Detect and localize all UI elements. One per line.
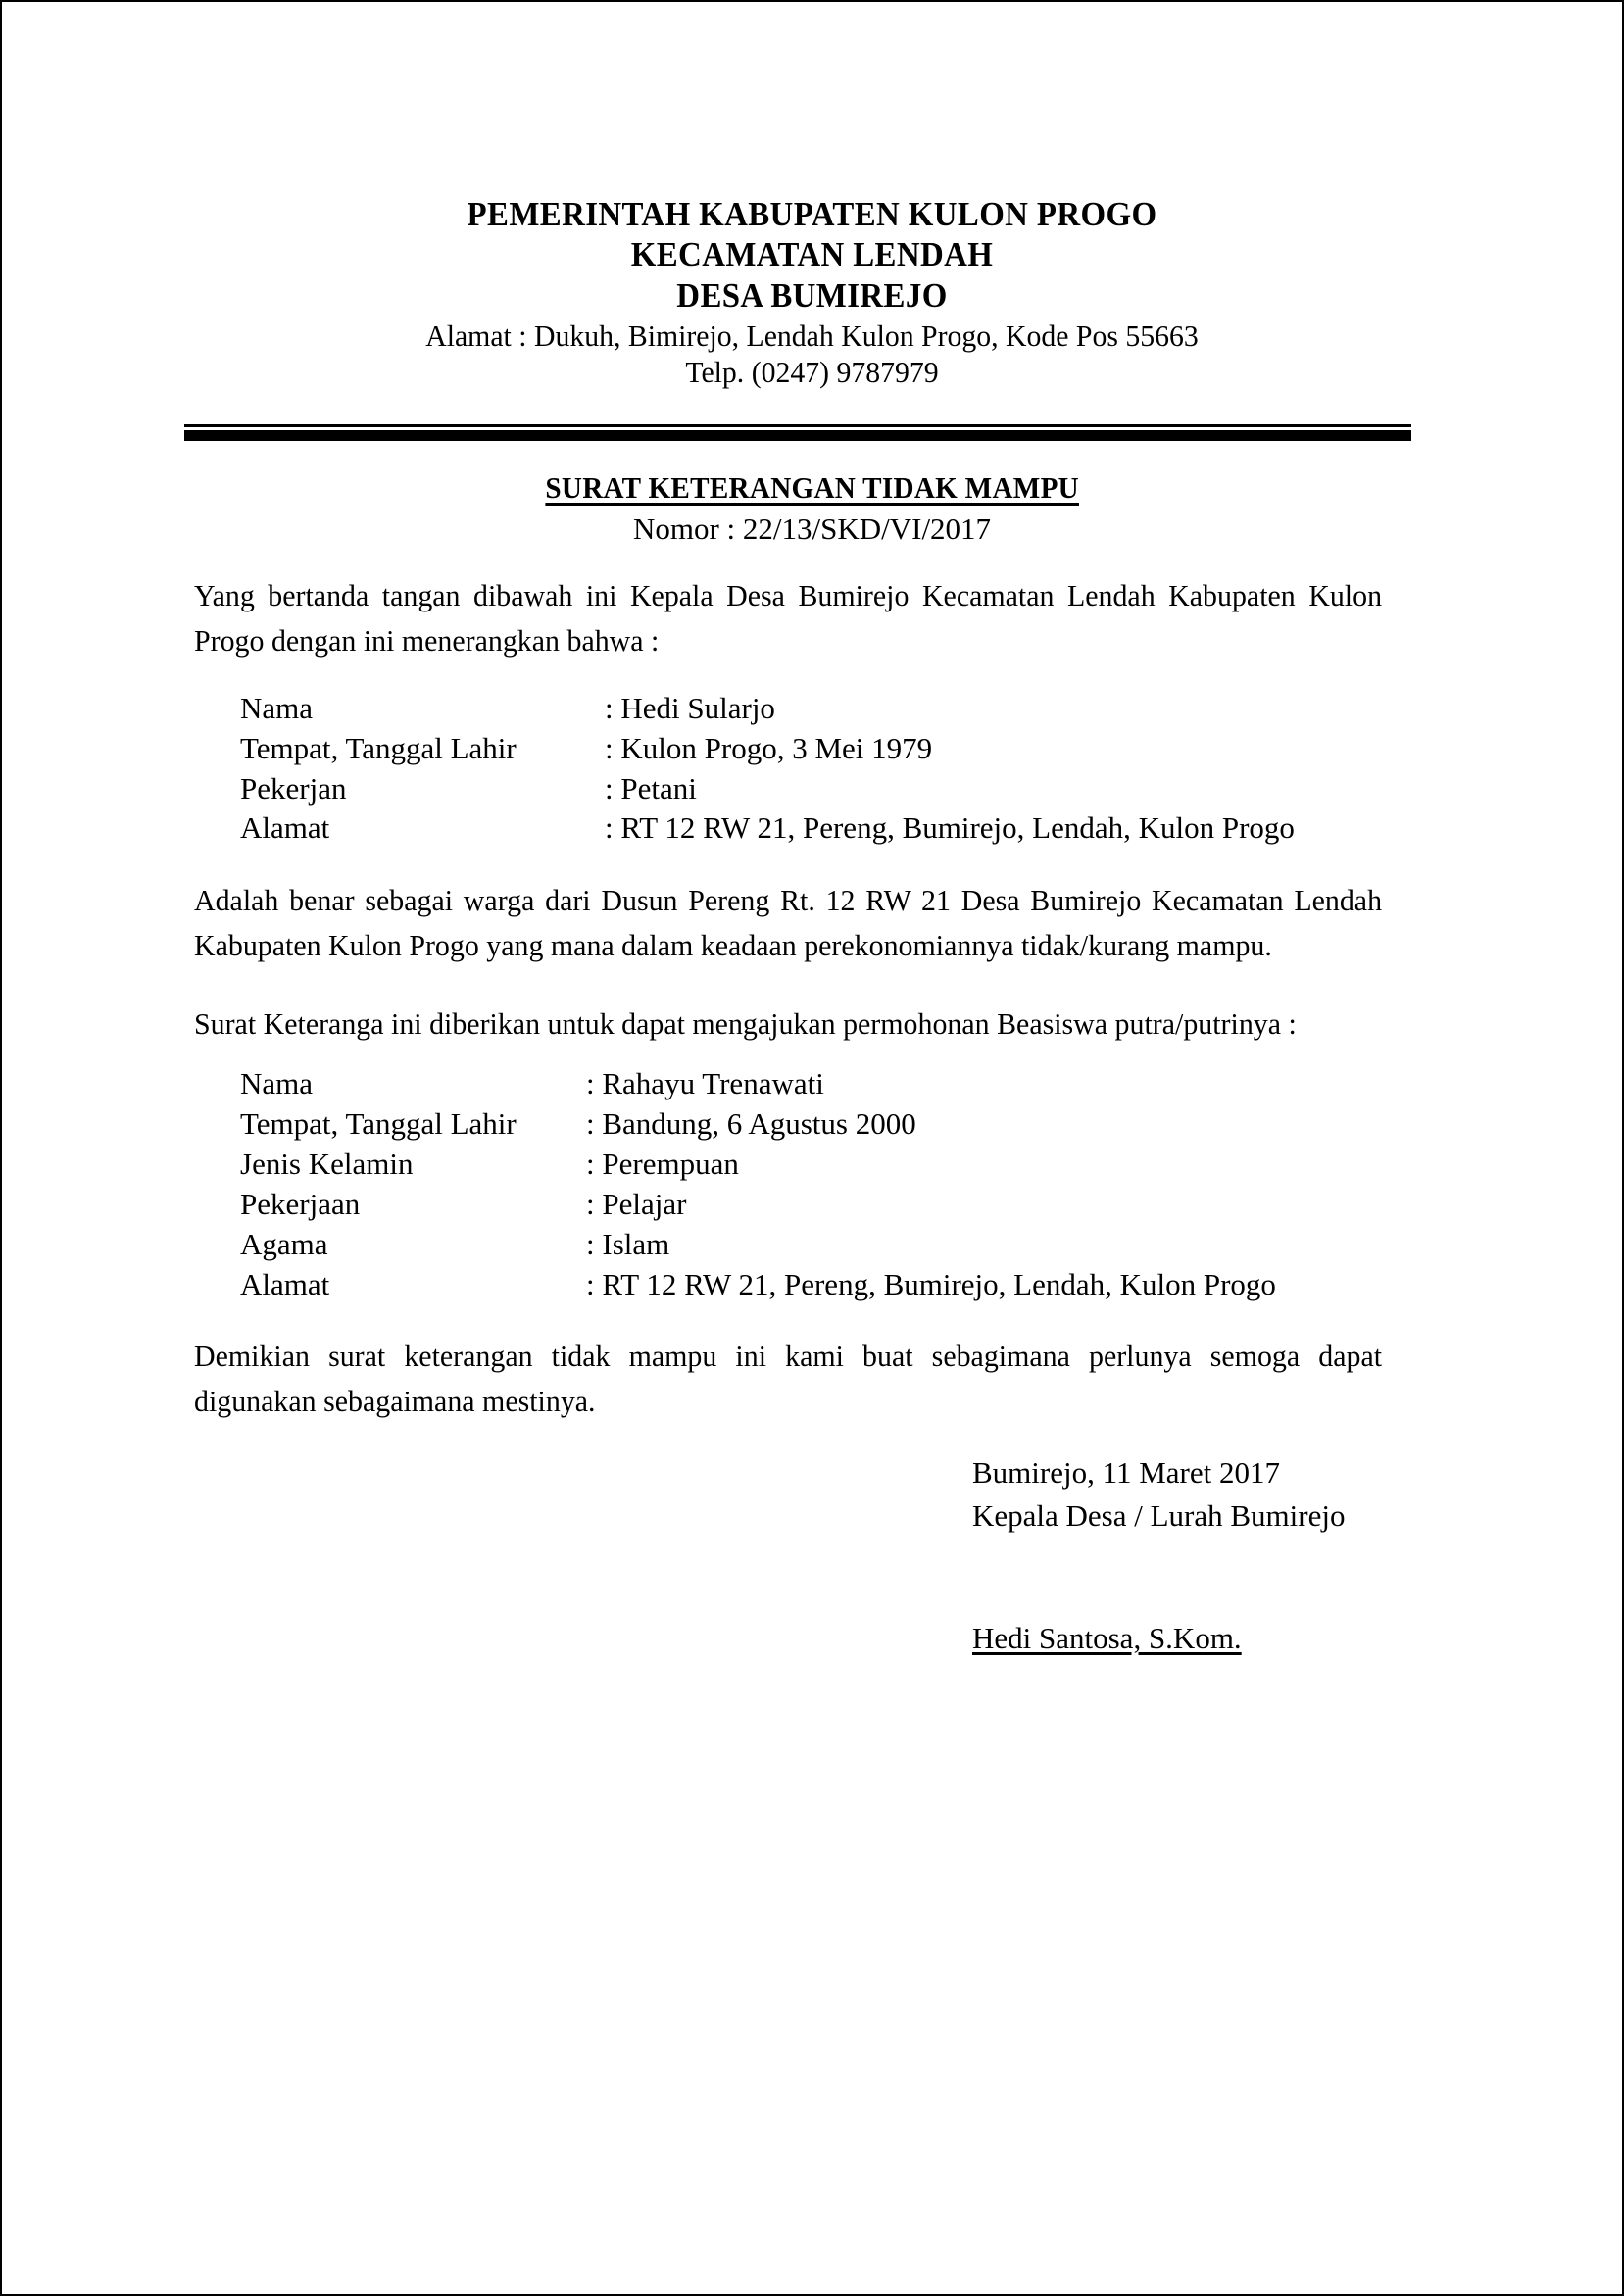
detail-value	[586, 1225, 1425, 1265]
spacer	[194, 663, 1425, 689]
detail-value-text: Rahayu Trenawati	[602, 1066, 824, 1100]
detail-separator: :	[605, 770, 621, 806]
divider-thick-line	[184, 430, 1411, 441]
detail-label: Pekerjan	[240, 770, 347, 806]
detail-separator: :	[605, 690, 621, 725]
detail-value	[605, 808, 1425, 849]
detail-value-text: Kulon Progo, 3 Mei 1979	[620, 730, 933, 765]
detail-value-text: Pelajar	[602, 1186, 687, 1221]
parent-details-table	[194, 689, 1425, 850]
detail-value	[586, 1145, 1425, 1185]
table-row	[194, 1185, 1425, 1225]
signature-position: Kepala Desa / Lurah Bumirejo	[972, 1498, 1346, 1534]
detail-label: Nama	[240, 1066, 314, 1100]
detail-label: Jenis Kelamin	[240, 1146, 414, 1181]
detail-label: Alamat	[240, 1266, 330, 1301]
detail-label: Pekerjaan	[240, 1186, 361, 1221]
detail-value	[586, 1104, 1425, 1145]
document-number: Nomor : 22/13/SKD/VI/2017	[632, 512, 992, 546]
detail-value	[605, 689, 1425, 729]
detail-value-text: RT 12 RW 21, Pereng, Bumirejo, Lendah, Kulon Progo	[620, 810, 1295, 846]
table-row	[194, 1064, 1425, 1104]
table-row	[194, 808, 1425, 849]
spacer	[194, 1047, 1425, 1064]
student-details-table	[194, 1064, 1425, 1304]
detail-value	[605, 769, 1425, 809]
letterhead-org-line-2: KECAMATAN LENDAH	[630, 235, 994, 274]
detail-separator: :	[586, 1066, 603, 1100]
detail-separator: :	[605, 730, 621, 765]
detail-label: Alamat	[240, 810, 330, 846]
spacer	[194, 1304, 1425, 1334]
letterhead-org-line-1: PEMERINTAH KABUPATEN KULON PROGO	[467, 195, 1157, 233]
table-row	[194, 1145, 1425, 1185]
table-row	[194, 1265, 1425, 1305]
letterhead-phone: Telp. (0247) 9787979	[685, 355, 939, 390]
detail-value-text: Islam	[602, 1226, 670, 1261]
detail-label: Nama	[240, 690, 314, 725]
signature-block	[972, 1451, 1521, 1656]
intro-paragraph: Yang bertanda tangan dibawah ini Kepala Desa Bumirejo Kecamatan Lendah Kabupaten Kulon Progo dengan ini menerangkan bahwa :	[194, 578, 1383, 658]
detail-separator: :	[586, 1266, 603, 1301]
letterhead	[2, 2, 1622, 391]
table-row	[194, 1104, 1425, 1145]
detail-separator: :	[586, 1186, 603, 1221]
detail-label: Agama	[240, 1226, 328, 1261]
signature-place-date: Bumirejo, 11 Maret 2017	[972, 1455, 1280, 1490]
table-row	[194, 689, 1425, 729]
table-row	[194, 769, 1425, 809]
detail-value	[586, 1265, 1425, 1305]
detail-label: Tempat, Tanggal Lahir	[240, 730, 517, 765]
table-row	[194, 1225, 1425, 1265]
table-row	[194, 729, 1425, 769]
signature-name-wrap	[972, 1621, 1521, 1656]
document-body	[194, 573, 1425, 1424]
letterhead-address: Alamat : Dukuh, Bimirejo, Lendah Kulon Progo, Kode Pos 55663	[425, 318, 1199, 353]
document-title: SURAT KETERANGAN TIDAK MAMPU	[545, 470, 1079, 505]
detail-separator: :	[586, 1105, 603, 1141]
signature-name: Hedi Santosa, S.Kom.	[972, 1621, 1242, 1656]
header-divider-rule	[184, 424, 1411, 441]
statement-paragraph: Adalah benar sebagai warga dari Dusun Pereng Rt. 12 RW 21 Desa Bumirejo Kecamatan Lendah Kabupaten Kulon Progo yang mana dalam keadaan perekonomiannya tidak/kurang mampu.	[194, 883, 1383, 963]
document-title-block	[2, 470, 1622, 547]
detail-separator: :	[586, 1146, 603, 1181]
detail-value	[605, 729, 1425, 769]
closing-paragraph: Demikian surat keterangan tidak mampu ini kami buat sebagimana perlunya semoga dapat digunakan sebagaimana mestinya.	[194, 1339, 1383, 1419]
detail-label: Tempat, Tanggal Lahir	[240, 1105, 517, 1141]
detail-value-text: Perempuan	[602, 1146, 739, 1181]
detail-value-text: RT 12 RW 21, Pereng, Bumirejo, Lendah, Kulon Progo	[602, 1266, 1276, 1301]
detail-value-text: Hedi Sularjo	[620, 690, 775, 725]
detail-value-text: Bandung, 6 Agustus 2000	[602, 1105, 916, 1141]
spacer	[194, 849, 1425, 878]
spacer	[194, 968, 1425, 1001]
detail-value-text: Petani	[620, 770, 697, 806]
detail-separator: :	[605, 810, 621, 846]
purpose-paragraph: Surat Keteranga ini diberikan untuk dapat mengajukan permohonan Beasiswa putra/putrinya :	[194, 1006, 1297, 1042]
letterhead-org-line-3: DESA BUMIREJO	[676, 275, 948, 315]
detail-separator: :	[586, 1226, 603, 1261]
detail-value	[586, 1064, 1425, 1104]
detail-value	[586, 1185, 1425, 1225]
